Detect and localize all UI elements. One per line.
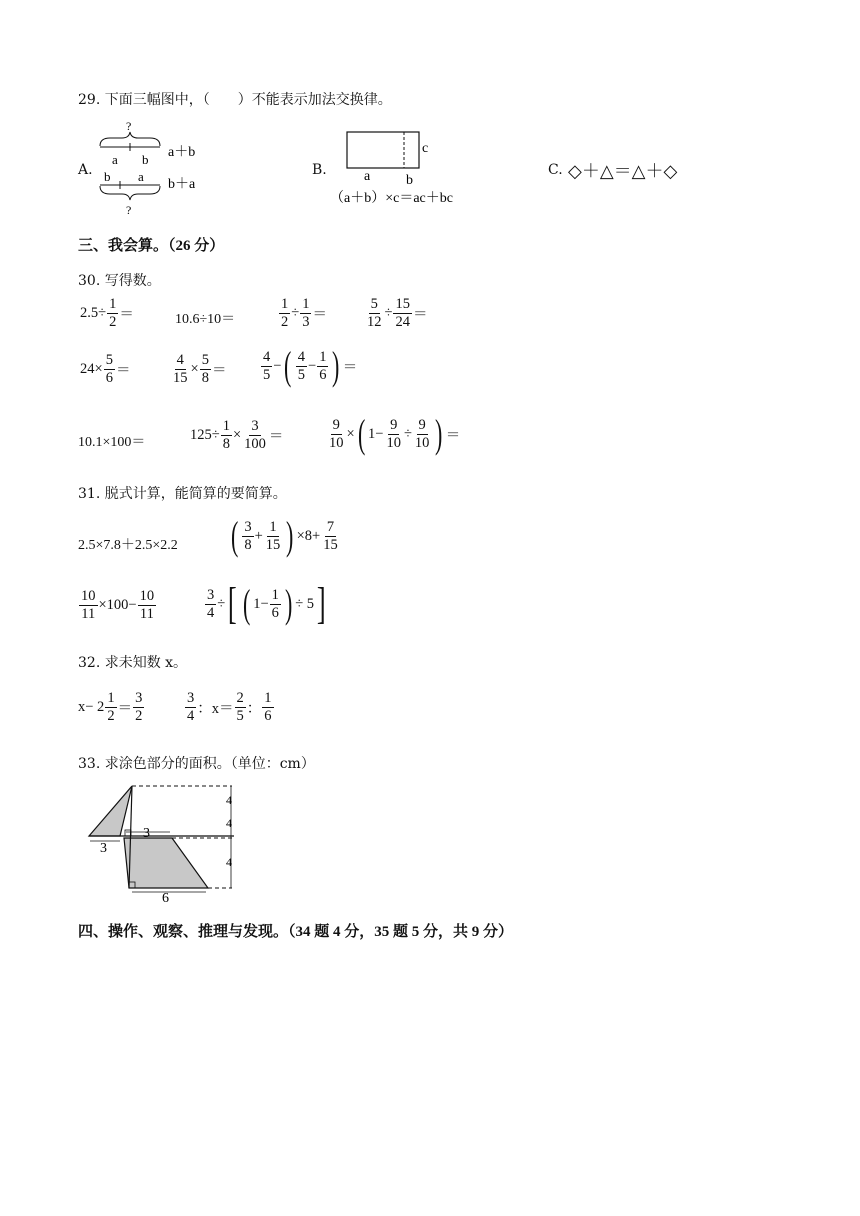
q31-e1: 2.5×7.8＋2.5×2.2 (78, 538, 178, 553)
dim-4-c: 4 (226, 855, 232, 869)
q32-e1: x− 2 $\frac{1}{2}$ ＝ $\frac{3}{2}$ (78, 690, 143, 724)
q31-e4: $\frac{3}{4}$ ÷ [ ( 1− $\frac{1}{6}$ ) ÷ 5 ] (207, 579, 326, 628)
shaded-trapezoid (124, 838, 208, 888)
dim-6: 6 (162, 891, 169, 904)
dim-3-top: 3 (143, 826, 150, 841)
q30-r1-e3: $\frac{1}{2}$ ÷ $\frac{1}{3}$ ＝ (281, 296, 327, 330)
q31-e3: $\frac{10}{11}$ ×100− $\frac{10}{11}$ (81, 588, 155, 622)
seg-b-bottom: b (104, 169, 111, 184)
q29-stem: 29. 下面三幅图中，（ ）不能表示加法交换律。 (78, 92, 392, 108)
q31-stem: 31. 脱式计算，能简算的要简算。 (78, 486, 287, 502)
q30-r1-e1: 2.5÷ $\frac{1}{2}$ ＝ (80, 296, 134, 330)
dim-4-a: 4 (226, 793, 232, 807)
q-mark-top: ? (126, 119, 132, 133)
q30-stem: 30. 写得数。 (78, 273, 161, 289)
label-b: b (406, 173, 413, 188)
sum-bottom: b＋a (168, 177, 196, 192)
q30-r3-e1: 10.1×100＝ (78, 435, 146, 450)
q32-e2: $\frac{3}{4}$ ：x＝ $\frac{2}{5}$ ： $\frac{1}{6}$ (187, 690, 272, 724)
q30-r3-e3: $\frac{9}{10}$ × ( 1− $\frac{9}{10}$ ÷ $\frac{9}{10}$ ) ＝ (329, 411, 461, 456)
seg-a-top: a (112, 152, 118, 167)
q30-r3-e2: 125÷ $\frac{1}{8}$ × $\frac{3}{100}$ ＝ (190, 418, 284, 452)
label-a: a (364, 169, 371, 184)
section-4-heading: 四、操作、观察、推理与发现。（34 题 4 分，35 题 5 分，共 9 分） (78, 924, 514, 940)
q30-r1-e4: $\frac{5}{12}$ ÷ $\frac{15}{24}$ ＝ (367, 296, 428, 330)
q30-r1-e2: 10.6÷10＝ (175, 312, 236, 327)
seg-b-top: b (142, 152, 149, 167)
section-3-heading: 三、我会算。（26 分） (78, 238, 225, 254)
sum-top: a＋b (168, 145, 196, 160)
q29-option-c-label: C. (548, 162, 563, 178)
formula-b: （a＋b）×c＝ac＋bc (330, 191, 453, 206)
q30-r2-e2: $\frac{4}{15}$ × $\frac{5}{8}$ ＝ (173, 352, 227, 386)
dim-4-b: 4 (226, 816, 232, 830)
q33-stem: 33. 求涂色部分的面积。（单位：cm） (78, 756, 315, 772)
q32-stem: 32. 求未知数 x。 (78, 655, 188, 671)
q-mark-bottom: ? (126, 203, 132, 217)
q30-r2-e3: $\frac{4}{5}$ − ( $\frac{4}{5}$ − $\frac{1}{6}$ ) ＝ (263, 343, 358, 388)
q29-option-b-diagram (330, 128, 490, 210)
q33-figure (86, 780, 246, 904)
seg-a-bottom: a (138, 169, 144, 184)
dim-3-triangle: 3 (100, 841, 107, 856)
shaded-triangle (89, 786, 132, 836)
q29-option-b-label: B. (312, 162, 327, 178)
q30-r2-e1: 24× $\frac{5}{6}$ ＝ (80, 352, 131, 386)
label-c: c (422, 141, 429, 156)
q29-option-a-label: A. (78, 162, 93, 178)
q29-option-a-diagram (96, 118, 226, 218)
q31-e2: ( $\frac{3}{8}$ + $\frac{1}{15}$ ) ×8+ $\frac{7}{15}$ (230, 513, 338, 558)
q29-option-c-formula: ◇＋△＝△＋◇ (568, 161, 678, 182)
